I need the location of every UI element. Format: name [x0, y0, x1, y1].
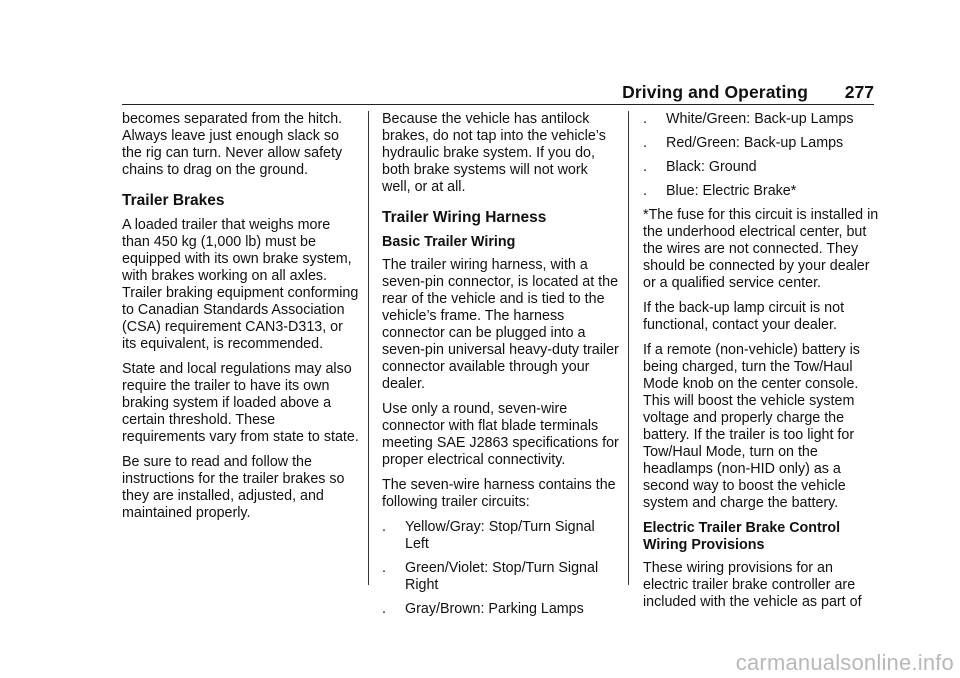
column-1: [122, 111, 360, 530]
paragraph-regulations: State and local regulations may also require the trailer to have its own braking system if loaded above a certain threshold. These requirements vary from state to state.: [122, 361, 359, 445]
list-item: . Red/Green: Back-up Lamps: [643, 135, 844, 151]
paragraph-harness: The trailer wiring harness, with a seven-pin connector, is located at the rear of the vehicle and is tied to the vehicle’s frame. The harness connector can be plugged into a seven-pin universal heavy-duty trailer connector available through your dealer.: [382, 257, 619, 392]
heading-trailer-brakes: Trailer Brakes: [122, 192, 225, 209]
circuit-list-1: [382, 519, 620, 618]
bullet: .: [643, 183, 647, 199]
bullet: .: [643, 135, 647, 151]
subheading-basic-trailer-wiring: Basic Trailer Wiring: [382, 234, 516, 250]
heading-trailer-wiring-harness: Trailer Wiring Harness: [382, 209, 547, 226]
column-2: [382, 111, 620, 625]
list-item: . Black: Ground: [643, 159, 757, 175]
list-item: . Gray/Brown: Parking Lamps: [382, 601, 584, 617]
section-title: Driving and Operating: [622, 82, 808, 102]
bullet: .: [382, 601, 386, 617]
paragraph-antilock: Because the vehicle has antilock brakes, do not tap into the vehicle’s hydraulic brake system. If you do, both brake systems will not work well, or at all.: [382, 111, 606, 195]
paragraph-wiring-provisions: These wiring provisions for an electric trailer brake controller are included with the vehicle as part of: [643, 560, 862, 610]
list-item: . Green/Violet: Stop/Turn Signal Right: [382, 560, 599, 593]
paragraph-connector: Use only a round, seven-wire connector with flat blade terminals meeting SAE J2863 specifications for proper electrical connectivity.: [382, 401, 619, 468]
bullet: .: [643, 159, 647, 175]
column-3: [643, 111, 881, 619]
circuit-list-2: [643, 111, 881, 200]
paragraph-instructions: Be sure to read and follow the instructions for the trailer brakes so they are installed, adjusted, and maintained properly.: [122, 454, 345, 521]
page-header: [122, 82, 874, 105]
list-item: . White/Green: Back-up Lamps: [643, 111, 854, 127]
column-divider-1: [368, 111, 369, 585]
list-item: . Yellow/Gray: Stop/Turn Signal Left: [382, 519, 595, 552]
page-number: 277: [844, 82, 874, 102]
bullet: .: [382, 519, 386, 535]
paragraph-backup-lamp: If the back-up lamp circuit is not functional, contact your dealer.: [643, 300, 845, 333]
bullet: .: [643, 111, 647, 127]
paragraph-loaded-trailer: A loaded trailer that weighs more than 450 kg (1,000 lb) must be equipped with its own brake system, with brakes working on all axles. Trailer braking equipment conforming to Canadian Standards Association (CSA) requirement CAN3-D313, or its equivalent, is recommended.: [122, 217, 359, 352]
paragraph-circuits-intro: The seven-wire harness contains the following trailer circuits:: [382, 477, 616, 510]
heading-electric-brake-provisions: Electric Trailer Brake Control Wiring Provisions: [643, 520, 841, 553]
bullet: .: [382, 560, 386, 576]
paragraph-fuse-note: *The fuse for this circuit is installed in the underhood electrical center, but the wires are not connected. They should be connected by your dealer or a qualified service center.: [643, 207, 879, 291]
watermark: carmanualsonline.info: [735, 650, 954, 675]
paragraph-remote-battery: If a remote (non-vehicle) battery is being charged, turn the Tow/Haul Mode knob on the center console. This will boost the vehicle system voltage and properly charge the battery. If the trailer is too light for Tow/Haul Mode, turn on the headlamps (non-HID only) as a second way to boost the vehicle system and charge the battery.: [643, 342, 860, 511]
paragraph-chains: becomes separated from the hitch. Always leave just enough slack so the rig can turn. Never allow safety chains to drag on the ground.: [122, 111, 343, 178]
list-item: . Blue: Electric Brake*: [643, 183, 797, 199]
column-divider-2: [628, 111, 629, 585]
